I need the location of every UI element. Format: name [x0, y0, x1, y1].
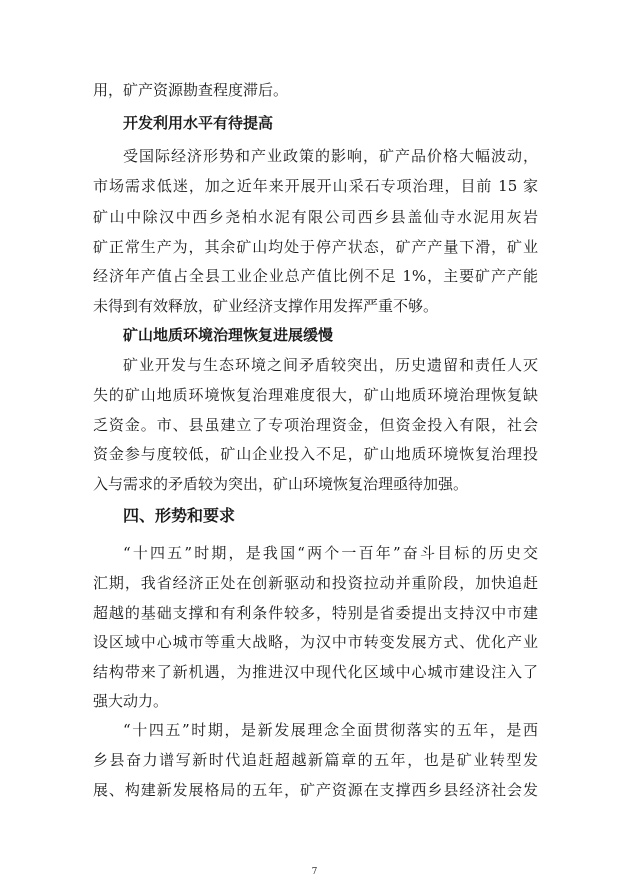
paragraph-line: “十四五”时期，是新发展理念全面贯彻落实的五年，是西 [123, 721, 538, 739]
paragraph-line: 用，矿产资源勘查程度滞后。 [93, 81, 289, 99]
paragraph-line: 矿山中除汉中西乡尧柏水泥有限公司西乡县盖仙寺水泥用灰岩 [93, 208, 538, 226]
paragraph-line: 资金参与度较低，矿山企业投入不足，矿山地质环境恢复治理投 [93, 445, 538, 463]
paragraph-line: 设区域中心城市等重大战略，为汉中市转变发展方式、优化产业 [93, 633, 538, 651]
paragraph-line: 超越的基础支撑和有利条件较多，特别是省委提出支持汉中市建 [93, 604, 538, 622]
paragraph-line: 失的矿山地质环境恢复治理难度很大，矿山地质环境治理恢复缺 [93, 386, 538, 404]
paragraph-line: 汇期，我省经济正处在创新驱动和投资拉动并重阶段，加快追赶 [93, 574, 538, 592]
paragraph-line: “十四五”时期，是我国“两个一百年”奋斗目标的历史交 [123, 544, 538, 562]
paragraph-line: 经济年产值占全县工业企业总产值比例不足 1%，主要矿产产能 [93, 267, 538, 285]
paragraph-line: 市场需求低迷，加之近年来开展开山采石专项治理，目前 15 家 [93, 177, 538, 195]
paragraph-line: 矿业开发与生态环境之间矛盾较突出，历史遗留和责任人灭 [123, 356, 538, 374]
paragraph-line: 结构带来了新机遇，为推进汉中现代化区域中心城市建设注入了 [93, 663, 538, 681]
paragraph-line: 强大动力。 [93, 692, 169, 710]
paragraph-line: 展、构建新发展格局的五年，矿产资源在支撑西乡县经济社会发 [93, 781, 538, 799]
section-heading-development: 开发利用水平有待提高 [123, 114, 274, 132]
paragraph-line: 矿正常生产为，其余矿山均处于停产状态，矿产产量下滑，矿业 [93, 238, 538, 256]
paragraph-line: 乏资金。市、县虽建立了专项治理资金，但资金投入有限，社会 [93, 416, 538, 434]
paragraph-line: 入与需求的矛盾较为突出，矿山环境恢复治理亟待加强。 [93, 475, 469, 493]
paragraph-line: 乡县奋力谱写新时代追赶超越新篇章的五年，也是矿业转型发 [93, 751, 538, 769]
paragraph-line: 未得到有效释放，矿业经济支撑作用发挥严重不够。 [93, 297, 439, 315]
paragraph-line: 受国际经济形势和产业政策的影响，矿产品价格大幅波动， [123, 147, 538, 165]
page-number: 7 [311, 867, 318, 877]
section-heading-situation: 四、形势和要求 [123, 506, 236, 525]
section-heading-geo-environment: 矿山地质环境治理恢复进展缓慢 [123, 326, 334, 344]
